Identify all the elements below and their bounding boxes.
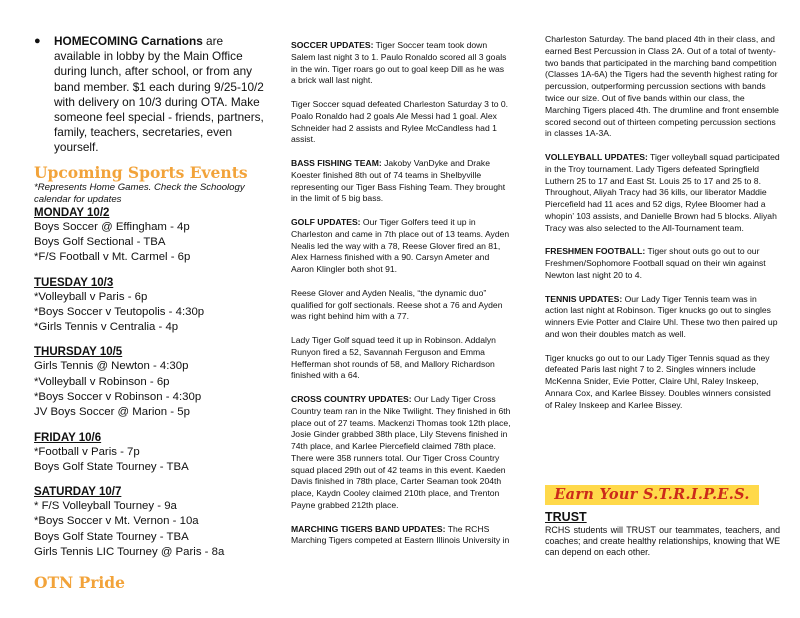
schedule-event: Girls Tennis @ Newton - 4:30p — [34, 360, 189, 373]
news-paragraph — [291, 524, 511, 548]
trust-text: RCHS students will TRUST our teammates, teachers, and coaches; and create healthy relationships, knowing that WE can depend on each other. — [545, 525, 780, 557]
sports-schedule — [34, 206, 266, 561]
news-paragraph — [545, 152, 780, 235]
schedule-day — [34, 276, 266, 336]
otn-title: OTN Pride — [34, 573, 126, 593]
schedule-day — [34, 431, 266, 476]
news-label: BASS FISHING TEAM: — [291, 157, 382, 168]
news-text: Our Lady Tiger Tennis team was in action last night at Robinson. Tiger knucks go out to singles winners Evie Potter and Claire Uhl. These two then paired up and won their doubles match as well. — [545, 293, 778, 339]
schedule-event: *Boys Soccer v Robinson - 4:30p — [34, 391, 202, 403]
news-label: MARCHING TIGERS BAND UPDATES: — [291, 523, 446, 534]
news-text: Lady Tiger Golf squad teed it up in Robinson. Addalyn Runyon fired a 52, Savannah Ferguson and Emma Hefferman shot rounds of 58, and Mallory Richardson finished with a 64. — [291, 334, 496, 381]
day-title: FRIDAY 10/6 — [34, 431, 102, 444]
news-text: Tiger knucks go out to our Lady Tiger Tennis squad as they defeated Paris last night 7 to 2. Singles winners include McKenna Snider, Evie Potter, Claire Uhl, Raley Inskeep, Annara Cox, and Karlee Bissey. Doubles winners consisted of Raley Inskeep and Karlee Bissey. — [545, 352, 771, 410]
schedule-event: Girls Tennis LIC Tourney @ Paris - 8a — [34, 546, 225, 559]
bullet-icon: ● — [34, 35, 41, 47]
middle-column — [291, 40, 511, 559]
news-text: The RCHS Marching Tigers competed at Eastern Illinois University in — [291, 523, 510, 546]
schedule-event: * F/S Volleyball Tourney - 9a — [34, 500, 177, 513]
news-paragraph — [291, 394, 511, 512]
schedule-event: Boys Golf State Tourney - TBA — [34, 460, 189, 473]
news-paragraph — [291, 158, 511, 205]
news-text: Our Tiger Golfers teed it up in Charleston and came in 7th place out of 13 teams. Ayden Nealis led the way with a 78, Reese Glover fired an 81, Alex Harness finished with a 90. Carsyn Ameter and Aaron Klingler both shot 91. — [291, 216, 510, 275]
news-text: Tiger volleyball squad participated in the Troy tournament. Lady Tigers defeated Springfield Luthern 25 to 17 and East St. Louis 25 to 17 and 25 to 8. Throughout, Aliyah Tracy had 36 kills, our liberator Maddie Piercefield had 11 aces and 52 digs, Rylee Bloomer had a whopin’ 103 assists, and Danielle Brown had 5 blocks. Aliyah Tracy was also selected to the All-Tournament team. — [545, 151, 780, 233]
news-label: VOLLEYBALL UPDATES: — [545, 151, 648, 162]
schedule-event: Boys Golf Sectional - TBA — [34, 235, 166, 248]
trust-title: TRUST — [545, 510, 587, 524]
schedule-event: *Volleyball v Paris - 6p — [34, 290, 148, 303]
day-title: MONDAY 10/2 — [34, 206, 110, 219]
homecoming-text — [54, 34, 266, 156]
news-paragraph — [291, 40, 511, 87]
news-label: GOLF UPDATES: — [291, 216, 361, 227]
schedule-event: *Girls Tennis v Centralia - 4p — [34, 321, 179, 334]
news-text: Reese Glover and Ayden Nealis, “the dynamic duo” qualified for golf sectionals. Reese shot a 76 and Ayden was right behind him with a 77. — [291, 287, 503, 322]
news-text: Tiger shout outs go out to our Freshmen/Sophomore Football squad on their win against Newton last night 20 to 4. — [545, 246, 766, 280]
day-title: SATURDAY 10/7 — [34, 486, 122, 499]
schedule-event: *Volleyball v Robinson - 6p — [34, 375, 170, 388]
news-paragraph — [545, 294, 780, 341]
schedule-event: Boys Golf State Tourney - TBA — [34, 530, 189, 543]
news-text: Jakoby VanDyke and Drake Koester finished 8th out of 74 teams in Shelbyville representing our Tiger Bass Fishing Team. They brought in the limit of 5 big bass. — [291, 157, 506, 204]
schedule-event: Boys Soccer @ Effingham - 4p — [34, 220, 190, 233]
schedule-event: *Football v Paris - 7p — [34, 445, 140, 458]
schedule-day — [34, 345, 266, 420]
stripes-banner: Earn Your S.T.R.I.P.E.S. — [545, 485, 759, 505]
news-paragraph — [291, 288, 511, 323]
news-paragraph — [291, 217, 511, 276]
schedule-event: *Boys Soccer v Teutopolis - 4:30p — [34, 305, 205, 318]
news-label: CROSS COUNTRY UPDATES: — [291, 393, 412, 404]
news-text: Our Lady Tiger Cross Country team ran in the Nike Twilight. They finished in 6th place out of 27 teams. Mackenzi Thomas took 12th place, Josie Ginder grabbed 38th place, Lily Stevens finished in 74th place, and Karlee Piercefield claimed 78th place. There were 358 runners total. Our Tiger Cross Country squad placed 29th out of 42 teams in this event. Kaeden Davis finished in 78th place, Carter Seaman took 204th place, Kaydn Cooley claimed 210th place, and Trenton Payne grabbed 212th place. — [291, 393, 511, 511]
schedule-day — [34, 485, 266, 560]
homecoming-bullet — [34, 34, 266, 156]
news-label: FRESHMEN FOOTBALL: — [545, 246, 646, 257]
right-column — [545, 34, 780, 423]
schedule-event: *F/S Football v Mt. Carmel - 6p — [34, 251, 191, 264]
news-text: Tiger Soccer team took down Salem last night 3 to 1. Paulo Ronaldo scored all 3 goals in the win. Tiger roars go out to goal keep Dill as he was a brick wall last night. — [291, 40, 507, 86]
news-paragraph — [545, 34, 780, 140]
news-paragraph — [291, 335, 511, 382]
day-title: THURSDAY 10/5 — [34, 346, 123, 359]
schedule-event: *Boys Soccer v Mt. Vernon - 10a — [34, 515, 199, 528]
schedule-day — [34, 206, 266, 266]
news-paragraph — [545, 353, 780, 412]
news-text: Charleston Saturday. The band placed 4th in their class, and earned Best Percussion in Class 2A. Out of a total of twenty-two bands that participated in the marching band competition (Classes 1A-6A) the Tigers had the seventh highest rating for percussion, outperforming percussion sections with bands twice our size. Out of five bands within our class, the Marching Tigers placed 4th. The drumline and front ensemble scored second out of thirteen competing percussion sections in classes 1A-3A. — [545, 34, 779, 139]
homecoming-label: HOMECOMING Carnations — [54, 34, 203, 48]
schedule-event: JV Boys Soccer @ Marion - 5p — [34, 406, 190, 419]
news-label: SOCCER UPDATES: — [291, 40, 374, 50]
left-column — [34, 34, 266, 592]
news-text: Tiger Soccer squad defeated Charleston Saturday 3 to 0. Poalo Ronaldo had 2 goals Ale Messi had 1 goal. Alex Schneider had 2 assists and Rylee McCandless had 1 assist. — [291, 98, 509, 145]
news-label: TENNIS UPDATES: — [545, 293, 623, 304]
news-paragraph — [545, 246, 780, 281]
news-paragraph — [291, 99, 511, 146]
day-title: TUESDAY 10/3 — [34, 276, 114, 289]
sports-title: Upcoming Sports Events — [34, 162, 248, 182]
homecoming-body: are available in lobby by the Main Office during lunch, after school, or from any band member. $1 each during 9/25-10/2 with delivery on 10/3 during OTA. Make someone feel special - friends, partners, family, teachers, secretaries, even yourself. — [54, 34, 264, 155]
sports-note: *Represents Home Games. Check the Schoology calendar for updates — [34, 181, 245, 205]
